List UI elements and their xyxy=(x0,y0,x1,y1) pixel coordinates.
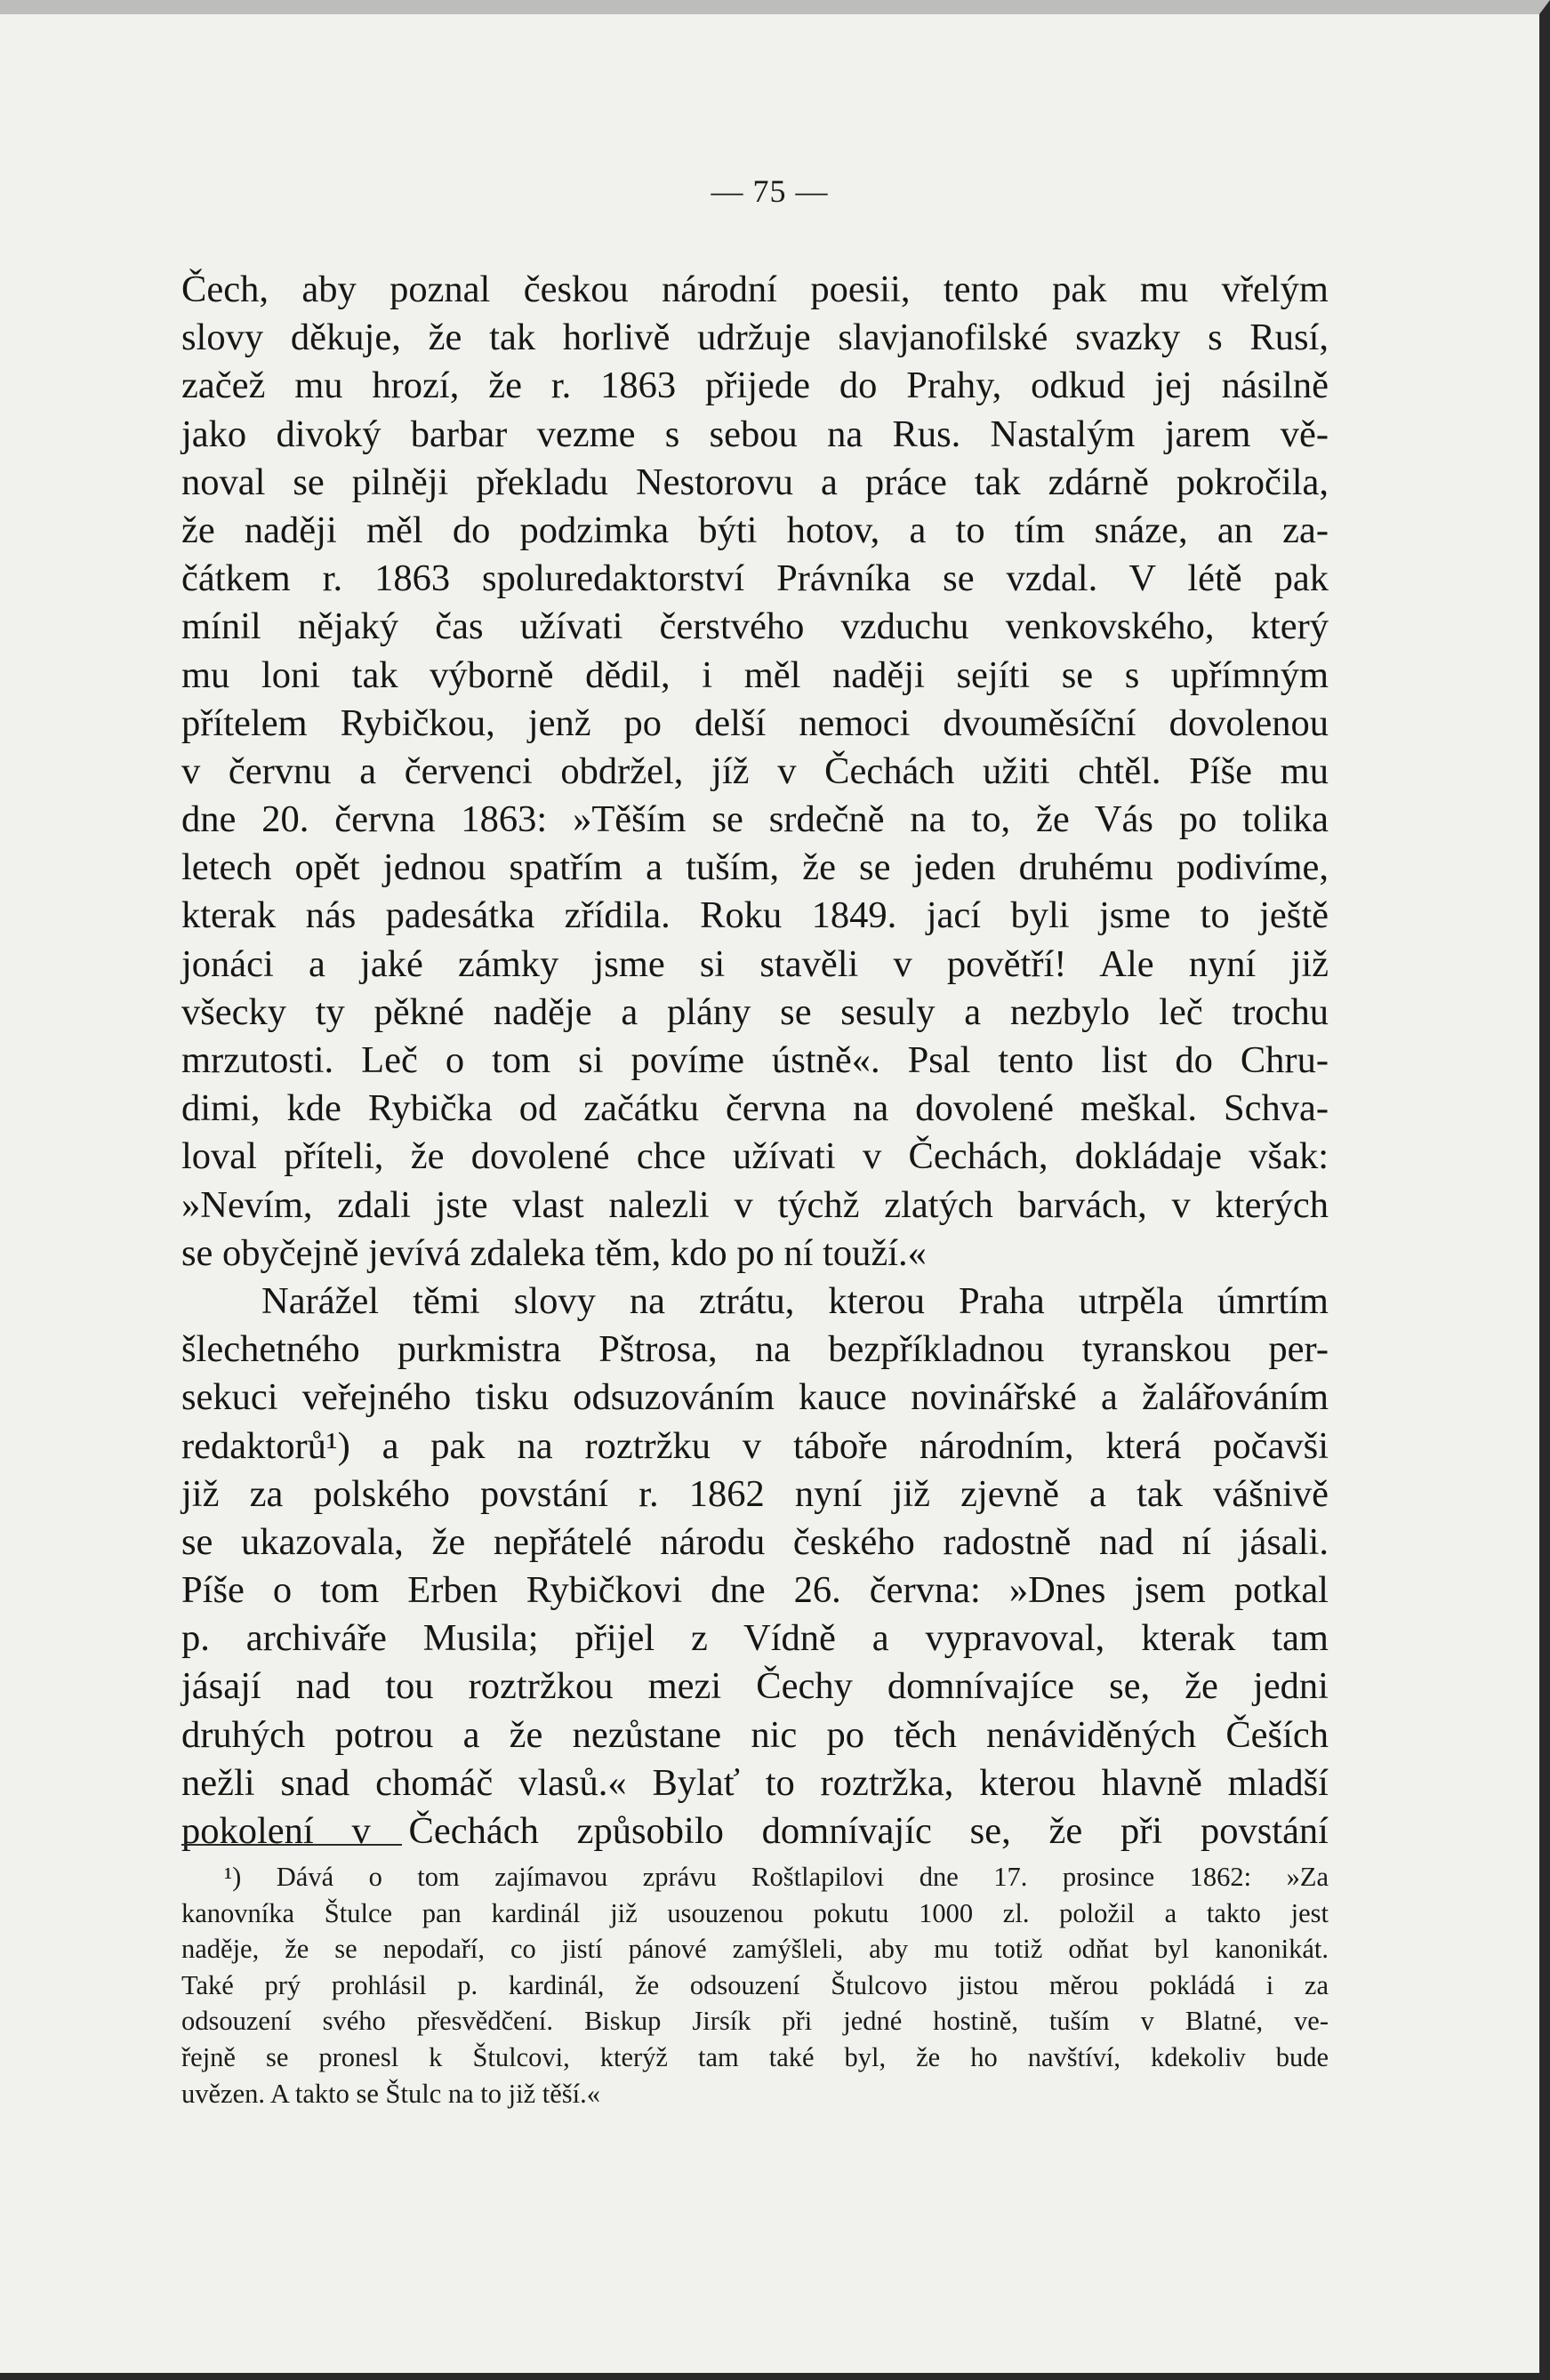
body-line: mínil nějaký čas užívati čerstvého vzduchu venkovského, který xyxy=(181,605,1329,648)
body-line: přítelem Rybičkou, jenž po delší nemoci dvouměsíční dovolenou xyxy=(181,701,1329,744)
page-number: — 75 — xyxy=(711,173,829,209)
body-line: slovy děkuje, že tak horlivě udržuje slavjanofilské svazky s Rusí, xyxy=(181,317,1329,359)
body-line: šlechetného purkmistra Pštrosa, na bezpříkladnou tyranskou per- xyxy=(181,1328,1329,1371)
body-line: Píše o tom Erben Rybičkovi dne 26. června: »Dnes jsem potkal xyxy=(181,1569,1329,1612)
body-line: všecky ty pěkné naděje a plány se sesuly a nezbylo leč trochu xyxy=(181,990,1329,1033)
body-line: v červnu a červenci obdržel, jíž v Čechách užiti chtěl. Píše mu xyxy=(181,749,1329,792)
body-line: začež mu hrozí, že r. 1863 přijede do Prahy, odkud jej násilně xyxy=(181,365,1329,407)
body-line: p. archiváře Musila; přijel z Vídně a vypravoval, kterak tam xyxy=(181,1617,1329,1660)
body-line: letech opět jednou spatřím a tuším, že se jeden druhému podivíme, xyxy=(181,846,1329,889)
body-line: pokolení v Čechách způsobilo domnívajíc se, že při povstání xyxy=(181,1810,1329,1852)
body-line: loval příteli, že dovolené chce užívati v Čechách, dokládaje však: xyxy=(181,1135,1329,1178)
footnote-line: odsouzení svého přesvědčení. Biskup Jirsík při jedné hostině, tuším v Blatné, ve- xyxy=(181,2006,1329,2037)
body-line: »Nevím, zdali jste vlast nalezli v týchž zlatých barvách, v kterých xyxy=(181,1183,1329,1226)
footnote-line: ¹) Dává o tom zajímavou zprávu Roštlapilovi dne 17. prosince 1862: »Za xyxy=(224,1862,1329,1892)
body-line: dne 20. června 1863: »Těším se srdečně na to, že Vás po tolika xyxy=(181,798,1329,841)
footnote-line: kanovníka Štulce pan kardinál již usouzenou pokutu 1000 zl. položil a takto jest xyxy=(181,1897,1329,1928)
footnote-line: řejně se pronesl k Štulcovi, kterýž tam také byl, že ho navštíví, kdekoliv bude xyxy=(181,2041,1329,2072)
body-line: jonáci a jaké zámky jsme si stavěli v povětří! Ale nyní již xyxy=(181,942,1329,985)
body-line: se ukazovala, že nepřátelé národu českého radostně nad ní jásali. xyxy=(181,1520,1329,1563)
body-line: se obyčejně jevívá zdaleka těm, kdo po ní touží.« xyxy=(181,1231,927,1274)
body-line: kterak nás padesátka zřídila. Roku 1849. jací byli jsme to ještě xyxy=(181,894,1329,937)
body-line: Čech, aby poznal českou národní poesii, tento pak mu vřelým xyxy=(181,268,1329,310)
body-line: nežli snad chomáč vlasů.« Bylať to roztržka, kterou hlavně mladší xyxy=(181,1761,1329,1804)
body-line: mu loni tak výborně dědil, i měl naději sejíti se s upřímným xyxy=(181,653,1329,696)
footnote-line: naděje, že se nepodaří, co jistí pánové zamýšleli, aby mu totiž odňat byl kanonikát. xyxy=(181,1934,1329,1965)
body-line: noval se pilněji překladu Nestorovu a práce tak zdárně pokročila, xyxy=(181,461,1329,503)
body-line: již za polského povstání r. 1862 nyní již zjevně a tak vášnivě xyxy=(181,1472,1329,1515)
body-line: druhých potrou a že nezůstane nic po těch nenáviděných Češích xyxy=(181,1713,1329,1756)
body-line: dimi, kde Rybička od začátku června na dovolené meškal. Schva- xyxy=(181,1087,1329,1130)
body-line: mrzutosti. Leč o tom si povíme ústně«. Psal tento list do Chru- xyxy=(181,1039,1329,1081)
body-line: redaktorů¹) a pak na roztržku v táboře národním, která počavši xyxy=(181,1424,1329,1467)
footnote-line: uvězen. A takto se Štulc na to již těší.« xyxy=(181,2078,600,2109)
body-line: sekuci veřejného tisku odsuzováním kauce novinářské a žalářováním xyxy=(181,1376,1329,1419)
footnote-block xyxy=(181,1859,1329,2112)
body-text xyxy=(181,266,1329,1855)
paragraph-start-line: Narážel těmi slovy na ztrátu, kterou Praha utrpěla úmrtím xyxy=(261,1279,1329,1322)
body-line: čátkem r. 1863 spoluredaktorství Právníka se vzdal. V létě pak xyxy=(181,557,1329,600)
body-line: že naději měl do podzimka býti hotov, a to tím snáze, an za- xyxy=(181,509,1329,551)
body-line: jásají nad tou roztržkou mezi Čechy domnívajíce se, že jedni xyxy=(181,1665,1329,1708)
footnote-line: Také prý prohlásil p. kardinál, že odsouzení Štulcovo jistou měrou pokládá i za xyxy=(181,1969,1329,2000)
body-line: jako divoký barbar vezme s sebou na Rus. Nastalým jarem vě- xyxy=(181,413,1329,455)
footnote-divider xyxy=(181,1844,402,1846)
